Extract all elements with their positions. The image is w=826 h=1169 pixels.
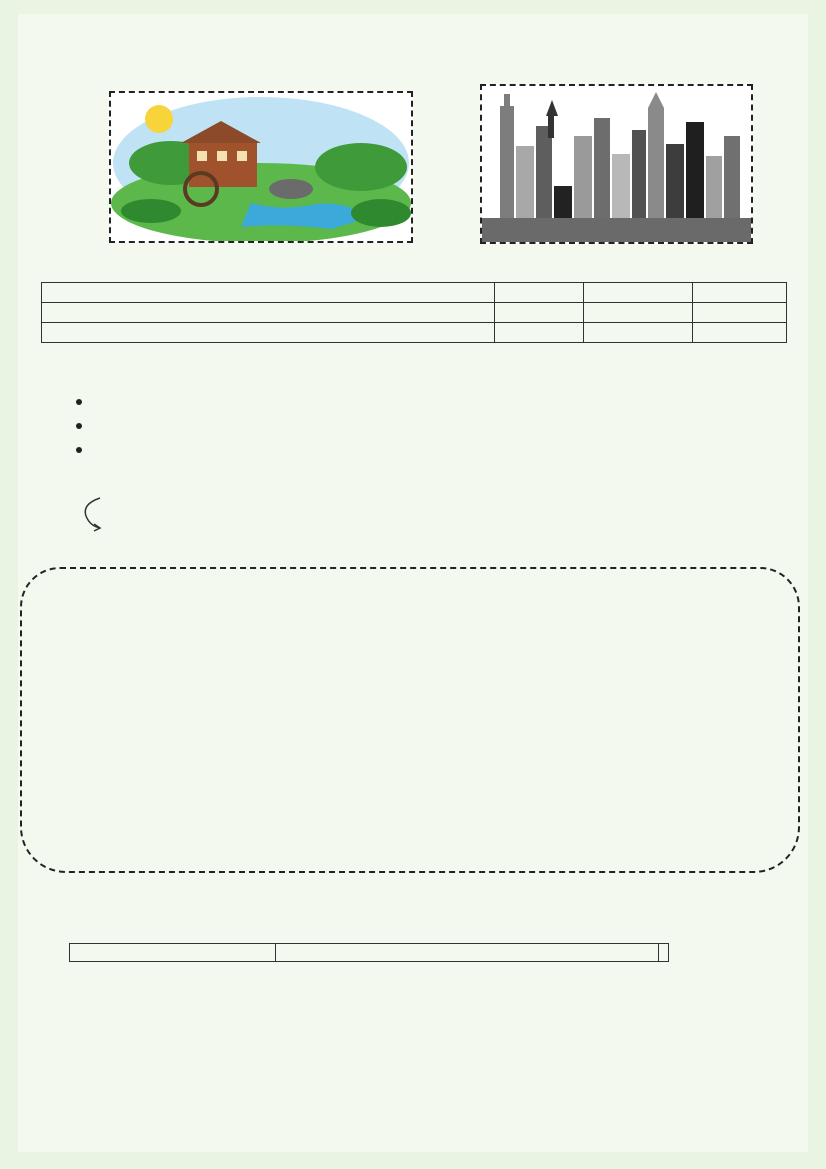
table-cell bbox=[495, 283, 584, 303]
table-cell bbox=[693, 303, 787, 323]
table-cell bbox=[584, 323, 693, 343]
curved-arrow-icon bbox=[80, 494, 104, 534]
table-cell bbox=[584, 303, 693, 323]
table-header bbox=[658, 944, 668, 962]
table-header-row bbox=[42, 283, 787, 303]
city-skyline-illustration bbox=[480, 84, 753, 244]
question-list bbox=[74, 392, 794, 464]
list-item bbox=[48, 594, 798, 613]
table-header bbox=[70, 944, 276, 962]
table-cell bbox=[693, 283, 787, 303]
list-item bbox=[74, 440, 794, 464]
table-cell bbox=[42, 323, 495, 343]
table-row bbox=[42, 303, 787, 323]
table-header-row bbox=[70, 944, 669, 962]
table-cell bbox=[42, 303, 495, 323]
list-item bbox=[74, 392, 794, 416]
table-header bbox=[275, 944, 658, 962]
migration-table bbox=[41, 282, 787, 343]
table-cell bbox=[584, 283, 693, 303]
table-cell bbox=[693, 323, 787, 343]
table-cell bbox=[42, 283, 495, 303]
reasons-list bbox=[48, 594, 798, 613]
table-cell bbox=[495, 323, 584, 343]
list-item bbox=[74, 416, 794, 440]
matching-table bbox=[69, 943, 669, 962]
table-row bbox=[42, 323, 787, 343]
table-cell bbox=[495, 303, 584, 323]
village-illustration bbox=[109, 91, 413, 243]
